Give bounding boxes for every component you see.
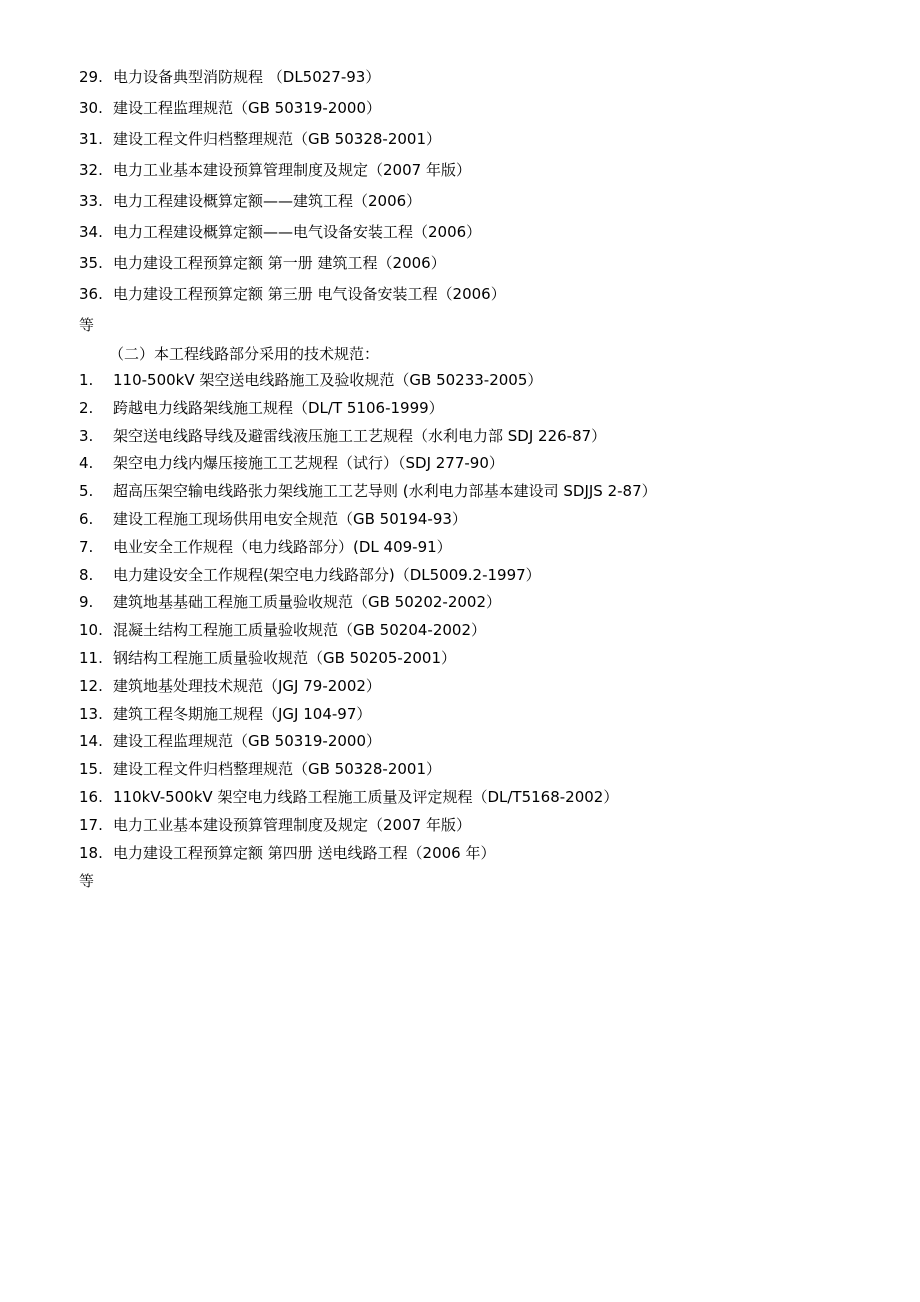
list-item [79, 758, 657, 786]
item-number: 29. [79, 68, 103, 86]
list-item [79, 842, 657, 870]
etc-marker: 等 [79, 872, 95, 891]
item-number: 11. [79, 648, 103, 667]
item-number: 13. [79, 704, 103, 723]
list-item [79, 220, 657, 251]
item-text: 电力工程建设概算定额——电气设备安装工程（2006） [113, 223, 482, 241]
item-text: 电力建设安全工作规程(架空电力线路部分)（DL5009.2-1997） [113, 565, 541, 584]
item-text: 建筑地基处理技术规范（JGJ 79-2002） [113, 676, 381, 695]
list-item [79, 452, 657, 480]
list-item [79, 282, 657, 313]
section-1-list [79, 65, 657, 339]
item-text: 超高压架空输电线路张力架线施工工艺导则 (水利电力部基本建设司 SDJJS 2-87） [113, 482, 657, 501]
item-text: 建筑地基基础工程施工质量验收规范（GB 50202-2002） [113, 593, 501, 612]
item-text: 电力工程建设概算定额——建筑工程（2006） [113, 192, 422, 210]
item-number: 7. [79, 537, 94, 556]
list-item [79, 786, 657, 814]
item-text: 电力工业基本建设预算管理制度及规定（2007 年版） [113, 161, 471, 179]
item-number: 35. [79, 254, 103, 272]
item-number: 3. [79, 426, 94, 445]
item-number: 36. [79, 285, 103, 303]
item-text: 钢结构工程施工质量验收规范（GB 50205-2001） [113, 648, 456, 667]
item-text: 建设工程监理规范（GB 50319-2000） [113, 732, 381, 751]
item-text: 建设工程监理规范（GB 50319-2000） [113, 99, 381, 117]
item-text: 架空送电线路导线及避雷线液压施工工艺规程（水利电力部 SDJ 226-87） [113, 426, 607, 445]
list-item [79, 189, 657, 220]
item-text: 电业安全工作规程（电力线路部分）(DL 409-91） [113, 537, 452, 556]
etc-marker: 等 [79, 316, 95, 334]
item-text: 架空电力线内爆压接施工工艺规程（试行）（SDJ 277-90） [113, 454, 504, 473]
item-number: 1. [79, 371, 94, 389]
list-item [79, 96, 657, 127]
list-item [79, 703, 657, 731]
item-number: 5. [79, 482, 94, 501]
list-item [79, 508, 657, 536]
section-2-heading: （二）本工程线路部分采用的技术规范： [109, 345, 380, 363]
item-text: 电力工业基本建设预算管理制度及规定（2007 年版） [113, 815, 471, 834]
item-number: 8. [79, 565, 94, 584]
list-item [79, 675, 657, 703]
item-text: 建设工程文件归档整理规范（GB 50328-2001） [113, 130, 441, 148]
item-number: 4. [79, 454, 94, 473]
item-text: 跨越电力线路架线施工规程（DL/T 5106-1999） [113, 398, 444, 417]
item-number: 31. [79, 130, 103, 148]
item-text: 110-500kV 架空送电线路施工及验收规范（GB 50233-2005） [113, 371, 543, 389]
item-text: 建筑工程冬期施工规程（JGJ 104-97） [113, 704, 372, 723]
item-number: 32. [79, 161, 103, 179]
item-text: 建设工程施工现场供用电安全规范（GB 50194-93） [113, 509, 467, 528]
item-number: 16. [79, 787, 103, 806]
item-text: 电力建设工程预算定额 第四册 送电线路工程（2006 年） [113, 843, 496, 862]
item-number: 30. [79, 99, 103, 117]
item-text: 电力建设工程预算定额 第三册 电气设备安装工程（2006） [113, 285, 506, 303]
item-text: 建设工程文件归档整理规范（GB 50328-2001） [113, 760, 441, 779]
item-number: 2. [79, 398, 94, 417]
item-text: 混凝土结构工程施工质量验收规范（GB 50204-2002） [113, 621, 486, 640]
list-item [79, 564, 657, 592]
list-item [79, 619, 657, 647]
section-2-list [79, 369, 657, 895]
item-number: 17. [79, 815, 103, 834]
list-item [79, 647, 657, 675]
list-item [79, 591, 657, 619]
item-number: 12. [79, 676, 103, 695]
list-item [79, 425, 657, 453]
list-item [79, 730, 657, 758]
item-text: 110kV-500kV 架空电力线路工程施工质量及评定规程（DL/T5168-2002） [113, 787, 619, 806]
list-item [79, 397, 657, 425]
item-number: 18. [79, 843, 103, 862]
list-item [79, 127, 657, 158]
item-number: 10. [79, 621, 103, 640]
list-item [79, 480, 657, 508]
item-number: 9. [79, 593, 94, 612]
list-item [79, 65, 657, 96]
item-number: 6. [79, 509, 94, 528]
list-item [79, 369, 657, 397]
item-number: 14. [79, 732, 103, 751]
item-text: 电力建设工程预算定额 第一册 建筑工程（2006） [113, 254, 446, 272]
list-item [79, 158, 657, 189]
list-item [79, 536, 657, 564]
standards-list [79, 65, 657, 895]
item-number: 33. [79, 192, 103, 210]
list-item [79, 814, 657, 842]
list-item [79, 251, 657, 282]
item-number: 15. [79, 760, 103, 779]
item-text: 电力设备典型消防规程 （DL5027-93） [113, 68, 381, 86]
item-number: 34. [79, 223, 103, 241]
